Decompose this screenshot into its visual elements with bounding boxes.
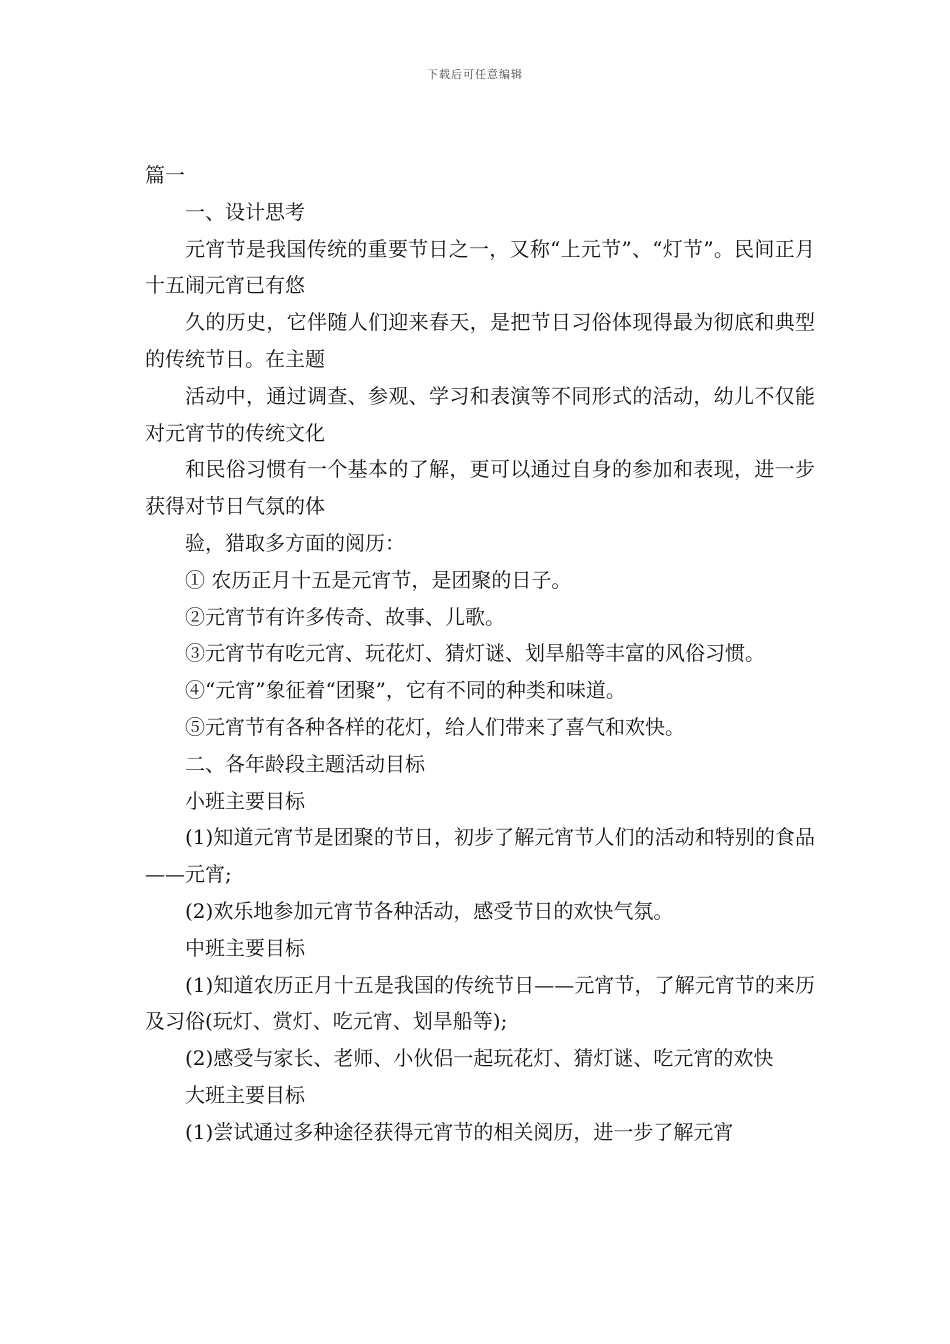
list-item: (1)尝试通过多种途径获得元宵节的相关阅历，进一步了解元宵 — [185, 1119, 734, 1144]
list-item: (2)欢乐地参加元宵节各种活动，感受节日的欢快气氛。 — [185, 898, 674, 923]
list-item: (1)知道元宵节是团聚的节日，初步了解元宵节人们的活动和特别的食品——元宵; — [145, 825, 815, 887]
paragraph: 元宵节是我国传统的重要节日之一，又称“上元节”、“灯节”。民间正月十五闹元宵已有悠 — [145, 236, 815, 298]
list-item: ⑤元宵节有各种各样的花灯，给人们带来了喜气和欢快。 — [185, 714, 685, 739]
list-item: (1)知道农历正月十五是我国的传统节日——元宵节，了解元宵节的来历及习俗(玩灯、赏灯、吃元宵、划旱船等); — [145, 972, 815, 1034]
paragraph: 和民俗习惯有一个基本的了解，更可以通过自身的参加和表现，进一步获得对节日气氛的体 — [145, 457, 815, 519]
document-body — [145, 157, 815, 1151]
paragraph: 验，猎取多方面的阅历： — [185, 530, 405, 555]
page-header: 下载后可任意编辑 — [427, 68, 523, 81]
list-item: (2)感受与家长、老师、小伙侣一起玩花灯、猜灯谜、吃元宵的欢快 — [185, 1046, 774, 1071]
paragraph: 久的历史，它伴随人们迎来春天，是把节日习俗体现得最为彻底和典型的传统节日。在主题 — [145, 310, 815, 371]
list-item: ① 农历正月十五是元宵节，是团聚的日子。 — [185, 567, 572, 592]
heading-design-thinking: 一、设计思考 — [185, 199, 305, 224]
heading-age-goals: 二、各年龄段主题活动目标 — [185, 751, 425, 776]
list-item: ②元宵节有许多传奇、故事、儿歌。 — [185, 604, 505, 629]
subheading-small-class: 小班主要目标 — [185, 788, 305, 813]
subheading-large-class: 大班主要目标 — [185, 1082, 305, 1107]
list-item: ③元宵节有吃元宵、玩花灯、猜灯谜、划旱船等丰富的风俗习惯。 — [185, 641, 765, 666]
section-title: 篇一 — [145, 163, 185, 187]
paragraph: 活动中，通过调查、参观、学习和表演等不同形式的活动，幼儿不仅能对元宵节的传统文化 — [145, 383, 815, 445]
subheading-middle-class: 中班主要目标 — [185, 935, 305, 960]
list-item: ④“元宵”象征着“团聚”，它有不同的种类和味道。 — [185, 678, 626, 703]
